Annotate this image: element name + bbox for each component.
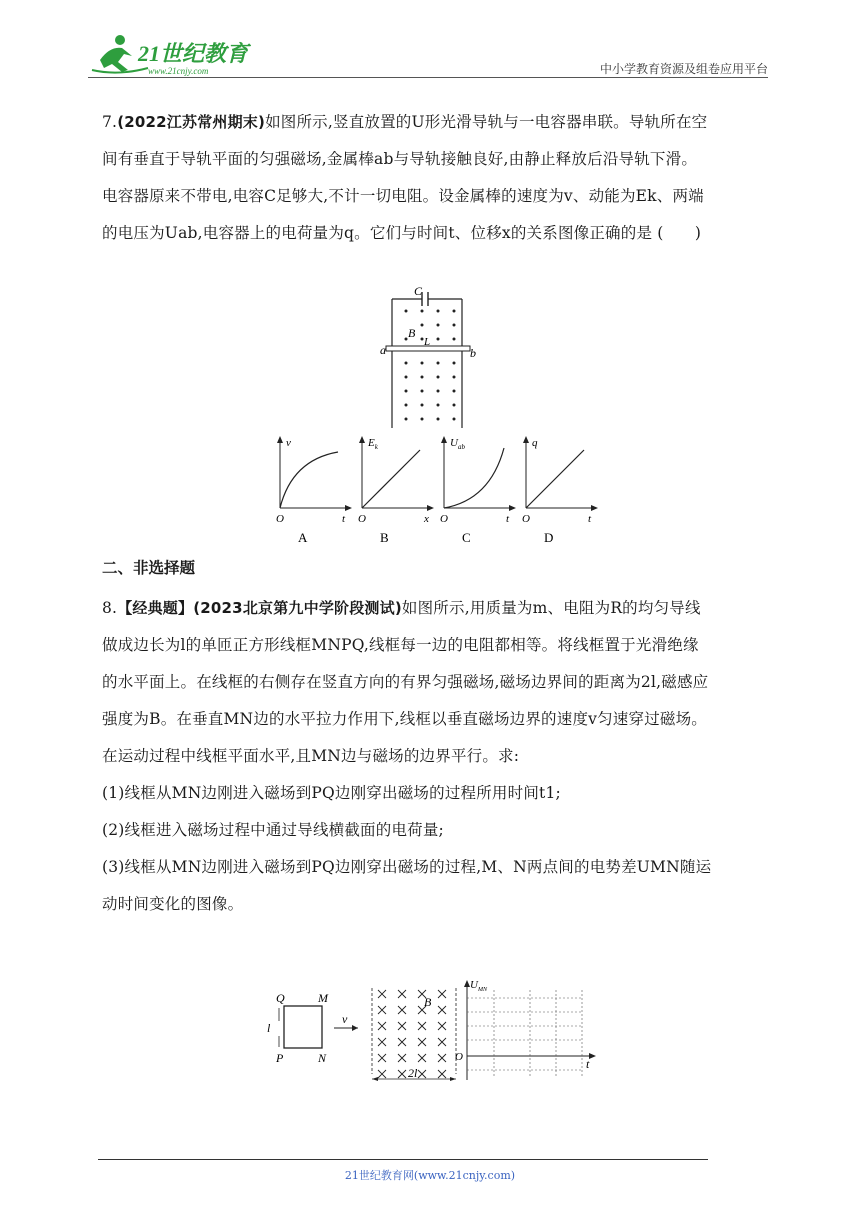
option-letter: A [298,530,308,545]
q7-rail-figure [378,283,488,437]
field-cross [378,990,386,998]
field-dot [437,390,440,393]
field-dot [421,376,424,379]
field-dot [421,362,424,365]
option-letter: B [380,530,389,545]
field-dot [437,404,440,407]
q8-figure [262,976,602,1092]
curve [526,450,584,508]
graph-x-label: t [586,1057,590,1071]
origin-label: O [440,513,448,525]
field-dot [437,418,440,421]
field-cross [418,1022,426,1030]
field-dot [453,310,456,313]
end-a-label: a [380,343,386,357]
field-cross [438,1054,446,1062]
q7-line-1: 7.(2022江苏常州期末)如图所示,竖直放置的U形光滑导轨与一电容器串联。导轨所在空 [102,113,708,131]
q8-text [102,590,768,923]
q8-source: (2023北京第九中学阶段测试) [193,599,402,617]
option-graph-a [276,436,352,545]
velocity-label: v [342,1012,348,1026]
field-cross [378,1022,386,1030]
corner-m: M [318,991,328,1005]
q8-line-3: 的水平面上。在线框的右侧存在竖直方向的有界匀强磁场,磁场边界间的距离为2l,磁感应 [102,673,709,691]
q7-source: (2022江苏常州期末) [117,113,266,131]
q8-sub2: (2)线框进入磁场过程中通过导线横截面的电荷量; [102,821,444,839]
field-cross [438,1070,446,1078]
field-dot [405,390,408,393]
q7-line-2: 间有垂直于导轨平面的匀强磁场,金属棒ab与导轨接触良好,由静止释放后沿导轨下滑。 [102,150,698,168]
header-platform-text: 中小学教育资源及组卷应用平台 [599,62,768,76]
footer-divider [98,1159,708,1160]
field-cross [398,990,406,998]
q8-sub3-line-1: (3)线框从MN边刚进入磁场到PQ边刚穿出磁场的过程,M、N两点间的电势差UMN随运 [102,858,712,876]
option-graph-d [522,436,598,545]
field-cross [398,1054,406,1062]
field-cross [378,1038,386,1046]
logo-icon [88,30,268,80]
corner-q: Q [276,991,285,1005]
x-axis-label: x [424,513,429,525]
field-dot [437,338,440,341]
section-title: 二、非选择题 [102,559,196,577]
field-dot [453,338,456,341]
x-axis-label: t [506,513,510,525]
field-cross [418,1054,426,1062]
field-dot [405,338,408,341]
cap-label: C [414,284,423,298]
field-dot [453,390,456,393]
page-header [88,30,768,82]
field-dot [421,404,424,407]
q8-line-1: 8.【经典题】(2023北京第九中学阶段测试)如图所示,用质量为m、电阻为R的均匀导线 [102,599,701,617]
x-axis-label: t [588,513,592,525]
field-dot [453,404,456,407]
origin-label: O [522,513,530,525]
field-dot [453,418,456,421]
curve [280,452,338,508]
field-dot [437,310,440,313]
q7-line-3: 电容器原来不带电,电容C足够大,不计一切电阻。设金属棒的速度为v、动能为Ek、两端 [102,187,704,205]
option-graph-c [440,436,516,545]
width-label: 2l [408,1066,418,1080]
q8-sub3-line-2: 动时间变化的图像。 [102,895,244,913]
field-dot [437,376,440,379]
field-dot [421,418,424,421]
side-length-label: l [267,1021,271,1035]
graph-origin: O [455,1051,463,1063]
field-dot [405,362,408,365]
logo-url: www.21cnjy.com [148,66,209,76]
header-divider [88,77,768,78]
field-cross [398,1070,406,1078]
curve [444,448,504,508]
y-axis-label: $U_{ab}$ [450,437,465,451]
field-b-label: B [424,995,432,1009]
field-cross [438,1022,446,1030]
field-dot [421,310,424,313]
field-dot [453,362,456,365]
option-graph-b [358,436,434,545]
length-label: L [424,336,431,348]
end-b-label: b [470,346,476,360]
field-dot [421,324,424,327]
field-dot [405,418,408,421]
field-cross [378,1070,386,1078]
curve [362,450,420,508]
field-cross [398,1022,406,1030]
q7-text [102,104,768,252]
footer-text[interactable]: 21世纪教育网(www.21cnjy.com) [344,1169,516,1182]
field-cross [418,1038,426,1046]
field-dot [421,390,424,393]
field-dot [453,324,456,327]
corner-p: P [276,1051,284,1065]
field-cross [438,1038,446,1046]
field-dot [405,376,408,379]
field-cross [378,1054,386,1062]
field-cross [378,1006,386,1014]
field-cross [438,1006,446,1014]
y-axis-label: v [286,437,291,449]
square-loop [284,1006,322,1048]
field-b-label: B [408,326,416,340]
q8-line-5: 在运动过程中线框平面水平,且MN边与磁场的边界平行。求: [102,747,520,765]
q8-sub1: (1)线框从MN边刚进入磁场到PQ边刚穿出磁场的过程所用时间t1; [102,784,561,802]
corner-n: N [318,1051,327,1065]
option-letter: D [544,530,554,545]
x-axis-label: t [342,513,346,525]
logo-text: 21世纪教育 [138,41,249,66]
origin-label: O [276,513,284,525]
y-axis-label: $E_k$ [368,437,378,451]
field-cross [418,1070,426,1078]
graph-y-label: $U_{MN}$ [470,979,487,993]
q8-tag: 【经典题】 [117,599,194,617]
field-dot [405,404,408,407]
origin-label: O [358,513,366,525]
field-cross [398,1038,406,1046]
option-letter: C [462,530,471,545]
field-dot [437,362,440,365]
field-dot [453,376,456,379]
field-dot [421,338,424,341]
site-logo[interactable] [88,30,268,80]
field-cross [398,1006,406,1014]
q8-line-2: 做成边长为l的单匝正方形线框MNPQ,线框每一边的电阻都相等。将线框置于光滑绝缘 [102,636,699,654]
y-axis-label: q [532,437,538,449]
q8-line-4: 强度为B。在垂直MN边的水平拉力作用下,线框以垂直磁场边界的速度v匀速穿过磁场。 [102,710,708,728]
field-cross [438,990,446,998]
q7-option-graphs [268,436,598,552]
q7-line-4: 的电压为Uab,电容器上的电荷量为q。它们与时间t、位移x的关系图像正确的是 ( ) [102,224,702,242]
field-dot [405,310,408,313]
field-dot [437,324,440,327]
